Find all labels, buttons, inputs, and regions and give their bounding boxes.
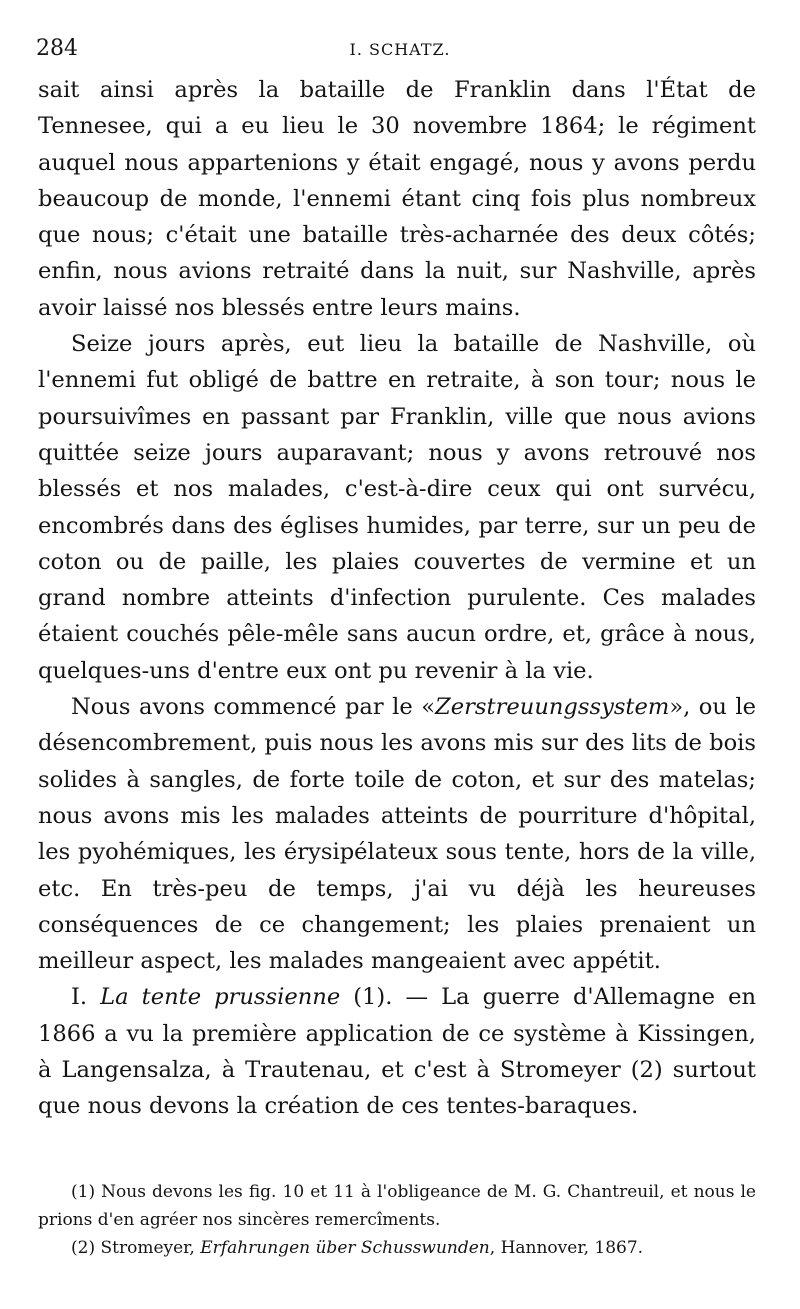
body-text: [38, 72, 756, 1125]
running-head: I. SCHATZ.: [349, 40, 451, 59]
section-title: La tente prussienne: [100, 984, 341, 1011]
footnote-2: [38, 1234, 756, 1262]
footnote-1: (1) Nous devons les fig. 10 et 11 à l'obligeance de M. G. Chantreuil, et nous le prions d'en agréer nos sincères remercîments.: [38, 1182, 756, 1230]
paragraph-nashville-battle: Seize jours après, eut lieu la bataille de Nashville, où l'ennemi fut obligé de battre en retraite, à son tour; nous le poursuivîmes en passant par Franklin, ville que nous avions quittée seize jours auparavant; nous y avons retrouvé nos blessés et nos malades, c'est-à-dire ceux qui ont survécu, encombrés dans des églises humides, par terre, sur un peu de coton ou de paille, les plaies couvertes de vermine et un grand nombre atteints d'infection purulente. Ces malades étaient couchés pêle-mêle sans aucun ordre, et, grâce à nous, quelques-uns d'entre eux ont pu revenir à la vie.: [38, 331, 756, 684]
paragraph-text-rest: », ou le désencombrement, puis nous les avons mis sur des lits de bois solides à sangles, de forte toile de coton, et sur des matelas; nous avons mis les malades atteints de pourriture d'hôpital, les pyohémiques, les érysipélateux sous tente, hors de la ville, etc. En très-peu de temps, j'ai vu déjà les heureuses conséquences de ce changement; les plaies prenaient un meilleur aspect, les malades mangeaient avec appétit.: [38, 694, 756, 975]
footnotes: [38, 1178, 756, 1262]
page-number: 284: [36, 36, 78, 61]
italic-term: Zerstreuungssystem: [435, 694, 670, 721]
paragraph-text-rest: (1). — La guerre d'Allemagne en 1866 a vu la première application de ce système à Kissingen, à Langensalza, à Trautenau, et c'est à Stromeyer (2) surtout que nous devons la création de ces tentes-baraques.: [38, 984, 756, 1120]
footnote-text-rest: , Hannover, 1867.: [489, 1238, 644, 1258]
paragraph-text-start: Nous avons commencé par le «: [71, 694, 436, 721]
footnote-text-start: (2) Stromeyer,: [71, 1238, 201, 1258]
cited-work-title: Erfahrungen über Schusswunden: [200, 1238, 490, 1258]
paragraph-zerstreuungssystem: [38, 689, 756, 979]
paragraph-franklin-battle: sait ainsi après la bataille de Franklin dans l'État de Tennesee, qui a eu lieu le 30 novembre 1864; le régiment auquel nous appartenions y était engagé, nous y avons perdu beaucoup de monde, l'ennemi étant cinq fois plus nombreux que nous; c'était une bataille très-acharnée des deux côtés; enfin, nous avions retraité dans la nuit, sur Nashville, après avoir laissé nos blessés entre leurs mains.: [38, 77, 756, 321]
section-number: I.: [71, 984, 101, 1011]
paragraph-tente-prussienne: [38, 979, 756, 1124]
page-header: [36, 36, 764, 70]
